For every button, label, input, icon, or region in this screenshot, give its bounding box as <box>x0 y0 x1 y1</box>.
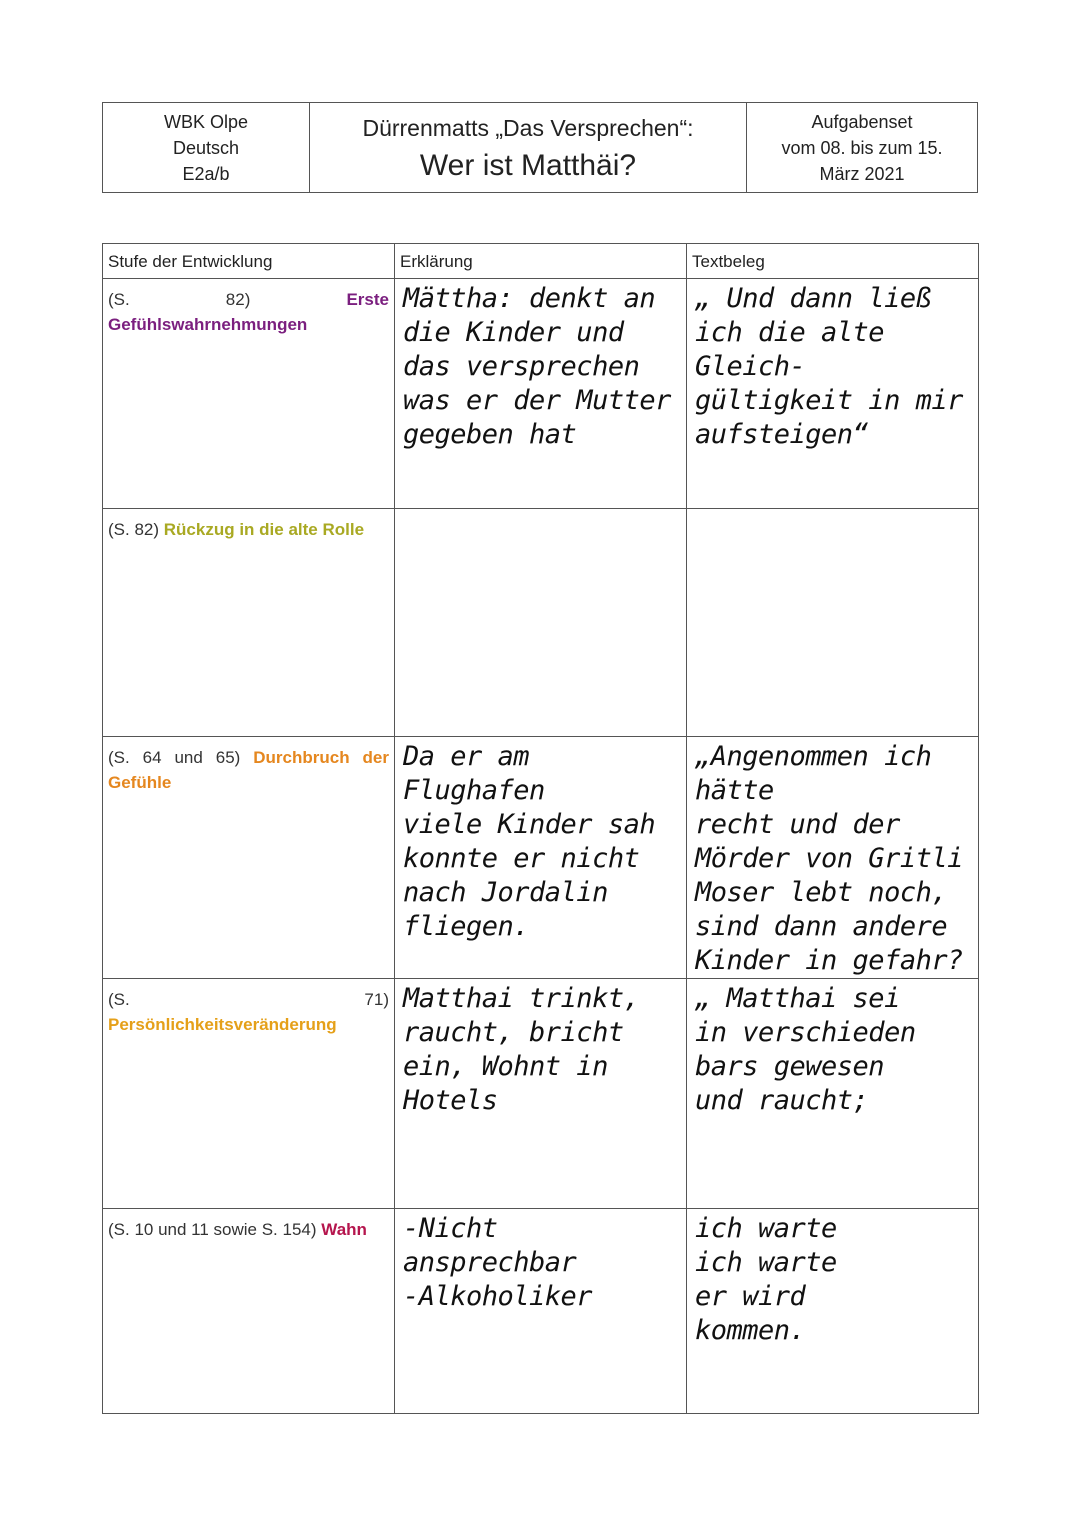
task-line-3: März 2021 <box>819 163 905 184</box>
column-header-explanation: Erklärung <box>395 244 687 279</box>
header-title-block <box>310 103 747 192</box>
table-row <box>103 279 979 509</box>
explanation-cell[interactable] <box>395 1209 687 1414</box>
handwritten-quote: ich warte ich warte er wird kommen. <box>695 1213 837 1346</box>
development-table <box>102 243 979 1414</box>
explanation-cell[interactable] <box>395 737 687 979</box>
document-title: Wer ist Matthäi? <box>419 148 637 182</box>
class-name: E2a/b <box>182 163 230 184</box>
handwritten-explanation: Matthai trinkt, raucht, bricht ein, Wohnt in Hotels <box>403 983 640 1116</box>
stage-label: Wahn <box>321 1220 367 1239</box>
handwritten-quote: „ Matthai sei in verschieden bars gewesen und raucht; <box>695 983 916 1116</box>
handwritten-quote <box>687 509 978 512</box>
document-subtitle: Dürrenmatts „Das Versprechen“: <box>362 114 694 141</box>
page-reference: (S. 10 und 11 sowie S. 154) <box>108 1220 317 1239</box>
header-school-info <box>103 103 310 192</box>
table-header-row <box>103 244 979 279</box>
column-header-quote: Textbeleg <box>687 244 979 279</box>
page-reference: (S. 71) <box>108 990 389 1009</box>
quote-cell[interactable] <box>687 509 979 737</box>
stage-label: Persönlichkeitsveränderung <box>108 1015 337 1034</box>
stage-cell <box>103 737 395 979</box>
page-reference: (S. 64 und 65) <box>108 748 241 767</box>
handwritten-explanation: Da er am Flughafen viele Kinder sah konnte er nicht nach Jordalin fliegen. <box>403 741 656 942</box>
stage-label: Erste Gefühlswahrnehmungen <box>108 290 389 334</box>
table-row <box>103 737 979 979</box>
table-row <box>103 509 979 737</box>
task-line-2: vom 08. bis zum 15. <box>781 137 943 158</box>
handwritten-explanation: -Nicht ansprechbar -Alkoholiker <box>403 1213 593 1312</box>
explanation-cell[interactable] <box>395 509 687 737</box>
stage-line <box>108 745 389 795</box>
quote-cell[interactable] <box>687 979 979 1209</box>
explanation-cell[interactable] <box>395 279 687 509</box>
stage-cell <box>103 509 395 737</box>
school-name: WBK Olpe <box>163 111 249 132</box>
header-table <box>102 102 978 193</box>
page-reference: (S. 82) <box>108 290 251 309</box>
quote-cell[interactable] <box>687 279 979 509</box>
stage-line <box>108 987 389 1037</box>
stage-label: Durchbruch der Gefühle <box>108 748 389 792</box>
stage-label: Rückzug in die alte Rolle <box>163 520 365 539</box>
quote-cell[interactable] <box>687 737 979 979</box>
task-line-1: Aufgabenset <box>811 111 913 132</box>
stage-line <box>108 287 389 337</box>
stage-cell <box>103 1209 395 1414</box>
handwritten-quote: „ Und dann ließ ich die alte Gleich- gültigkeit in mir aufsteigen“ <box>695 283 963 450</box>
handwritten-explanation <box>395 509 686 512</box>
table-row <box>103 979 979 1209</box>
table-row <box>103 1209 979 1414</box>
column-header-stage: Stufe der Entwicklung <box>103 244 395 279</box>
explanation-cell[interactable] <box>395 979 687 1209</box>
subject-name: Deutsch <box>172 137 240 158</box>
handwritten-quote: „Angenommen ich hätte recht und der Mörder von Gritli Moser lebt noch, sind dann andere Kinder in gefahr? <box>695 741 963 976</box>
quote-cell[interactable] <box>687 1209 979 1414</box>
header-task-info <box>747 103 977 192</box>
page-reference: (S. 82) <box>108 520 160 539</box>
stage-cell <box>103 979 395 1209</box>
handwritten-explanation: Mättha: denkt an die Kinder und das versprechen was er der Mutter gegeben hat <box>403 283 671 450</box>
stage-cell <box>103 279 395 509</box>
